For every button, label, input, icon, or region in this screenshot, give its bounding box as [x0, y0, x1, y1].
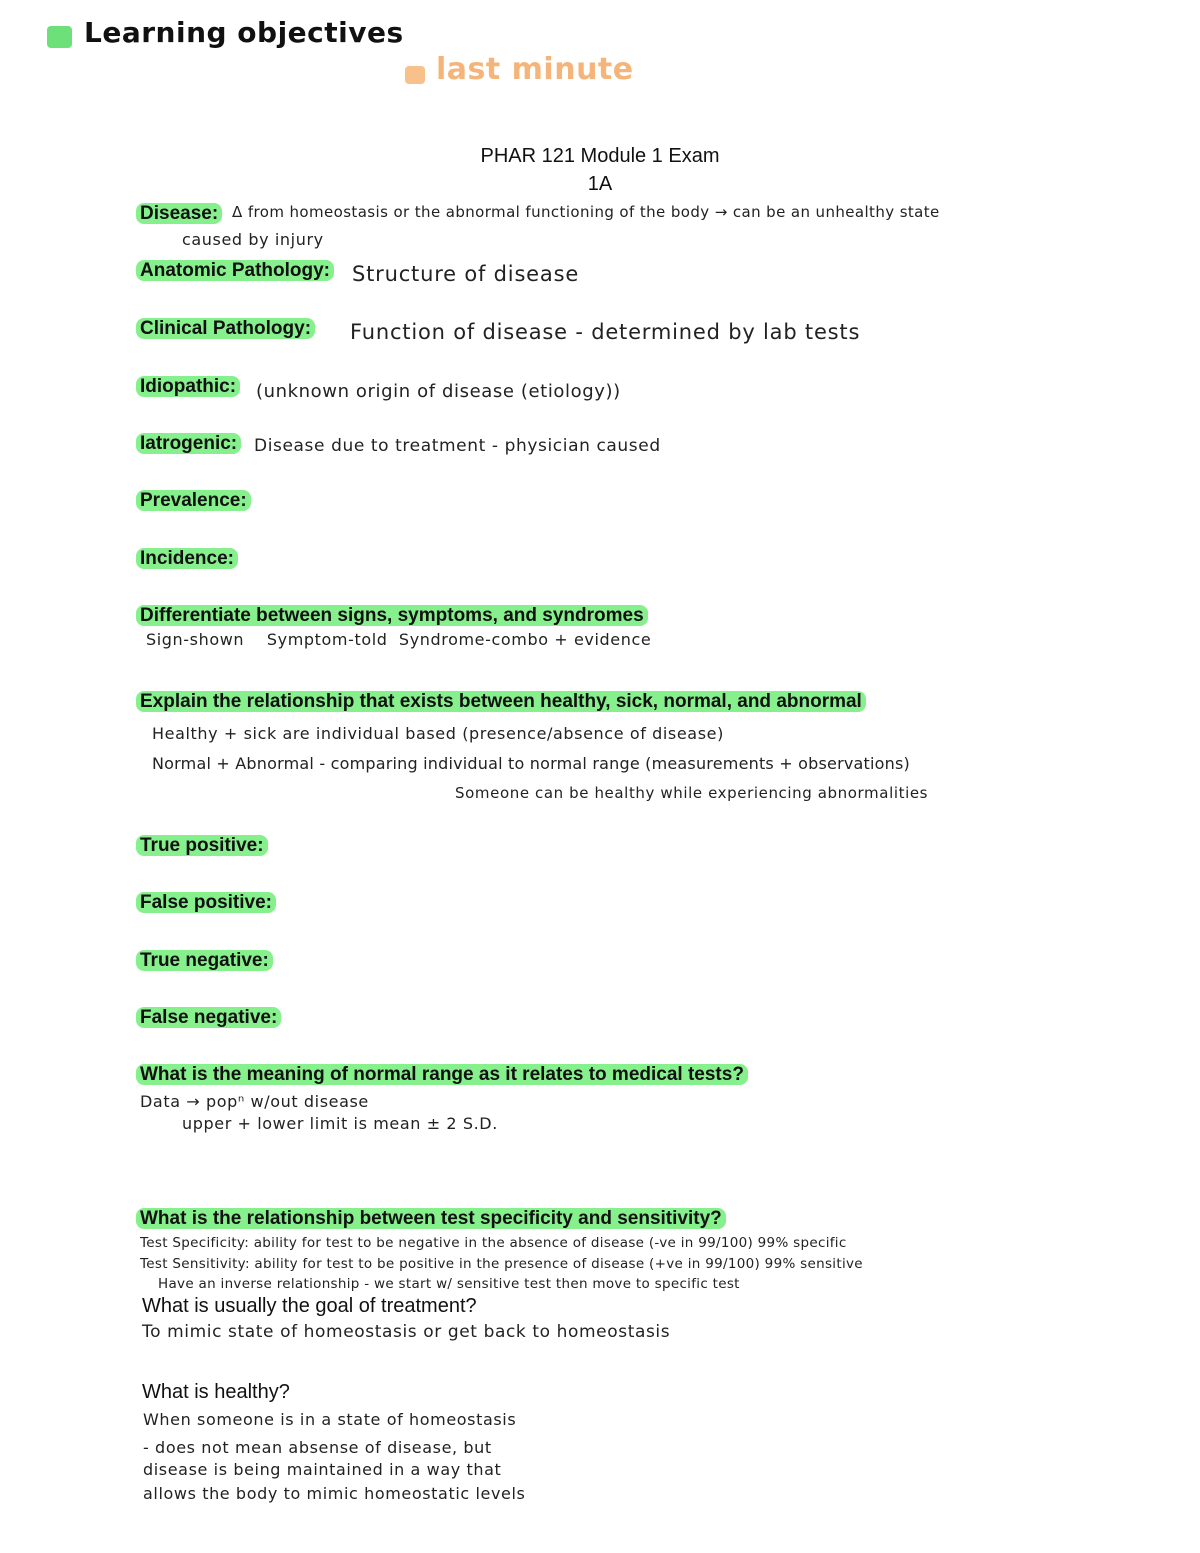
- what-is-healthy-note-2: - does not mean absense of disease, but: [143, 1438, 492, 1457]
- healthy-sick-note-1: Healthy + sick are individual based (presence/absence of disease): [152, 724, 724, 743]
- spec-sens-label: What is the relationship between test specificity and sensitivity?: [136, 1208, 726, 1230]
- normal-range-note-1: Data → popⁿ w/out disease: [140, 1092, 369, 1111]
- what-is-healthy-note-4: allows the body to mimic homeostatic levels: [143, 1484, 526, 1503]
- iatrogenic-label: Iatrogenic:: [136, 433, 241, 455]
- disease-note-2: caused by injury: [182, 230, 324, 249]
- disease-label: Disease:: [136, 203, 222, 225]
- goal-treatment-label: What is usually the goal of treatment?: [142, 1295, 477, 1317]
- what-is-healthy-note-1: When someone is in a state of homeostasis: [143, 1410, 517, 1429]
- prevalence-label: Prevalence:: [136, 490, 251, 512]
- spec-sens-note-2: Test Sensitivity: ability for test to be positive in the presence of disease (+ve in 99/100) 99% sensitive: [140, 1256, 863, 1272]
- iatrogenic-note: Disease due to treatment - physician caused: [254, 436, 661, 456]
- last-minute-label: last minute: [436, 52, 634, 87]
- healthy-sick-note-3: Someone can be healthy while experiencing abnormalities: [455, 784, 929, 802]
- page-title: PHAR 121 Module 1 Exam: [480, 145, 720, 167]
- normal-range-label: What is the meaning of normal range as it relates to medical tests?: [136, 1064, 748, 1086]
- goal-treatment-note: To mimic state of homeostasis or get back to homeostasis: [142, 1322, 671, 1342]
- clinical-pathology-note: Function of disease - determined by lab tests: [350, 320, 861, 344]
- what-is-healthy-label: What is healthy?: [142, 1381, 290, 1403]
- learning-objectives-swatch: [47, 26, 72, 48]
- idiopathic-note: (unknown origin of disease (etiology)): [256, 381, 621, 402]
- normal-range-note-2: upper + lower limit is mean ± 2 S.D.: [182, 1114, 498, 1133]
- false-negative-label: False negative:: [136, 1007, 281, 1029]
- clinical-pathology-label: Clinical Pathology:: [136, 318, 315, 340]
- spec-sens-note-1: Test Specificity: ability for test to be negative in the absence of disease (-ve in 99/100) 99% specific: [140, 1235, 847, 1251]
- signs-symptoms-label: Differentiate between signs, symptoms, and syndromes: [136, 605, 648, 627]
- last-minute-swatch: [405, 66, 425, 84]
- healthy-sick-note-2: Normal + Abnormal - comparing individual to normal range (measurements + observations): [152, 754, 910, 773]
- anatomic-pathology-label: Anatomic Pathology:: [136, 260, 334, 282]
- incidence-label: Incidence:: [136, 548, 238, 570]
- page-subtitle: 1A: [587, 173, 613, 195]
- true-negative-label: True negative:: [136, 950, 273, 972]
- healthy-sick-label: Explain the relationship that exists between healthy, sick, normal, and abnormal: [136, 691, 866, 713]
- true-positive-label: True positive:: [136, 835, 268, 857]
- spec-sens-note-3: Have an inverse relationship - we start w/ sensitive test then move to specific test: [158, 1276, 740, 1292]
- what-is-healthy-note-3: disease is being maintained in a way that: [143, 1460, 502, 1479]
- signs-symptoms-note: Sign-shown Symptom-told Syndrome-combo + evidence: [146, 630, 652, 649]
- disease-note-1: Δ from homeostasis or the abnormal functioning of the body → can be an unhealthy state: [232, 203, 940, 221]
- idiopathic-label: Idiopathic:: [136, 376, 240, 398]
- false-positive-label: False positive:: [136, 892, 276, 914]
- learning-objectives-label: Learning objectives: [84, 16, 404, 49]
- anatomic-pathology-note: Structure of disease: [352, 262, 580, 286]
